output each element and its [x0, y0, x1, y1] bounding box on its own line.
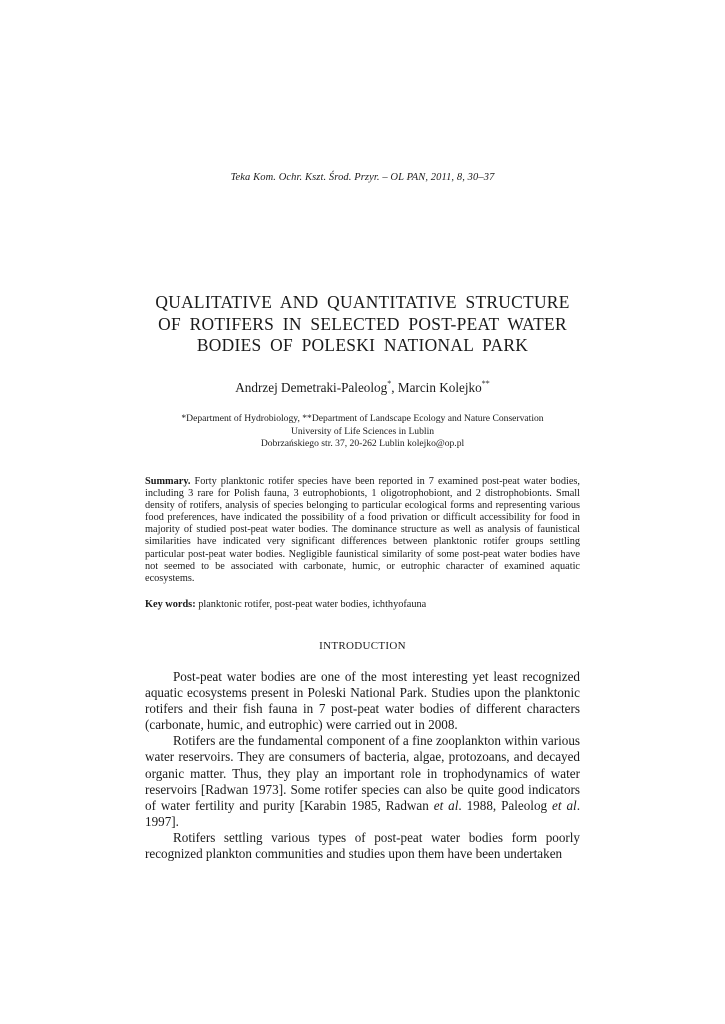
- title-line-1: QUALITATIVE AND QUANTITATIVE STRUCTURE: [155, 292, 570, 312]
- keywords-label: Key words:: [145, 599, 196, 610]
- affiliation: [0, 413, 725, 451]
- paper-title: [0, 292, 725, 357]
- body-text: [145, 669, 580, 862]
- paragraph-2-etal-2: et al: [552, 797, 577, 813]
- keywords-block: [145, 598, 580, 611]
- paragraph-2: [145, 733, 580, 830]
- paragraph-1: Post-peat water bodies are one of the most interesting yet least recognized aquatic ecosystems present in Poleski National Park. Studies upon the planktonic rotifers and their fish fauna in 7 post-peat water bodies of different characters (carbonate, humic, and eutrophic) were carried out in 2008.: [145, 669, 580, 733]
- affiliation-line-2: University of Life Sciences in Lublin: [290, 425, 435, 437]
- paragraph-2-part-a: Rotifers are the fundamental component of a fine zooplankton within various water reservoirs. They are consumers of bacteria, algae, protozoans, and decayed organic matter. Thus, they play an important role in trophodynamics of water reservoirs [Radwan 1973]. Some rotifer species can also be quite good indicators of water fertility and purity [Karabin 1985, Radwan: [145, 733, 580, 813]
- paragraph-3: Rotifers settling various types of post-peat water bodies form poorly recognized plankton communities and studies upon them have been undertaken: [145, 829, 580, 862]
- paragraph-2-part-c: . 1997].: [145, 797, 580, 829]
- paragraph-2-etal-1: et al: [433, 797, 459, 813]
- title-line-3: BODIES OF POLESKI NATIONAL PARK: [196, 335, 529, 355]
- summary-label: Summary.: [145, 476, 191, 487]
- paragraph-2-part-b: . 1988, Paleolog: [458, 797, 553, 813]
- author-1: Andrzej Demetraki-Paleolog: [235, 380, 388, 395]
- summary-block: [145, 476, 580, 585]
- author-list: [0, 380, 725, 396]
- affiliation-line-3: Dobrzańskiego str. 37, 20-262 Lublin kolejko@op.pl: [260, 438, 465, 450]
- title-line-2: OF ROTIFERS IN SELECTED POST-PEAT WATER: [158, 313, 567, 334]
- journal-reference: Teka Kom. Ochr. Kszt. Środ. Przyr. – OL PAN, 2011, 8, 30–37: [230, 172, 495, 183]
- author-separator: ,: [391, 380, 398, 395]
- author-1-mark: *: [387, 379, 392, 388]
- author-2: Marcin Kolejko: [397, 380, 482, 395]
- author-2-mark: **: [481, 379, 490, 388]
- keywords-text: planktonic rotifer, post-peat water bodies, ichthyofauna: [195, 599, 427, 610]
- section-heading: INTRODUCTION: [319, 640, 406, 652]
- summary-text: Forty planktonic rotifer species have been reported in 7 examined post-peat water bodies, including 3 rare for Polish fauna, 3 eutrophobionts, 1 oligotrophobiont, and 2 distrophobionts. Small density of rotifers, analysis of species belonging to particular ecological forms and representing various food preferences, have indicated the possibility of a food privation or difficult accessibility for food in majority of studied post-peat water bodies. The dominance structure as well as analysis of faunistical similarities have indicated very significant differences between planktonic rotifer groups settling particular post-peat water bodies. Negligible faunistical similarity of some post-peat water bodies have not seemed to be associated with carbonate, humic, or eutrophic character of examined aquatic ecosystems.: [145, 476, 580, 584]
- affiliation-line-1: *Department of Hydrobiology, **Department of Landscape Ecology and Nature Conservation: [181, 413, 544, 424]
